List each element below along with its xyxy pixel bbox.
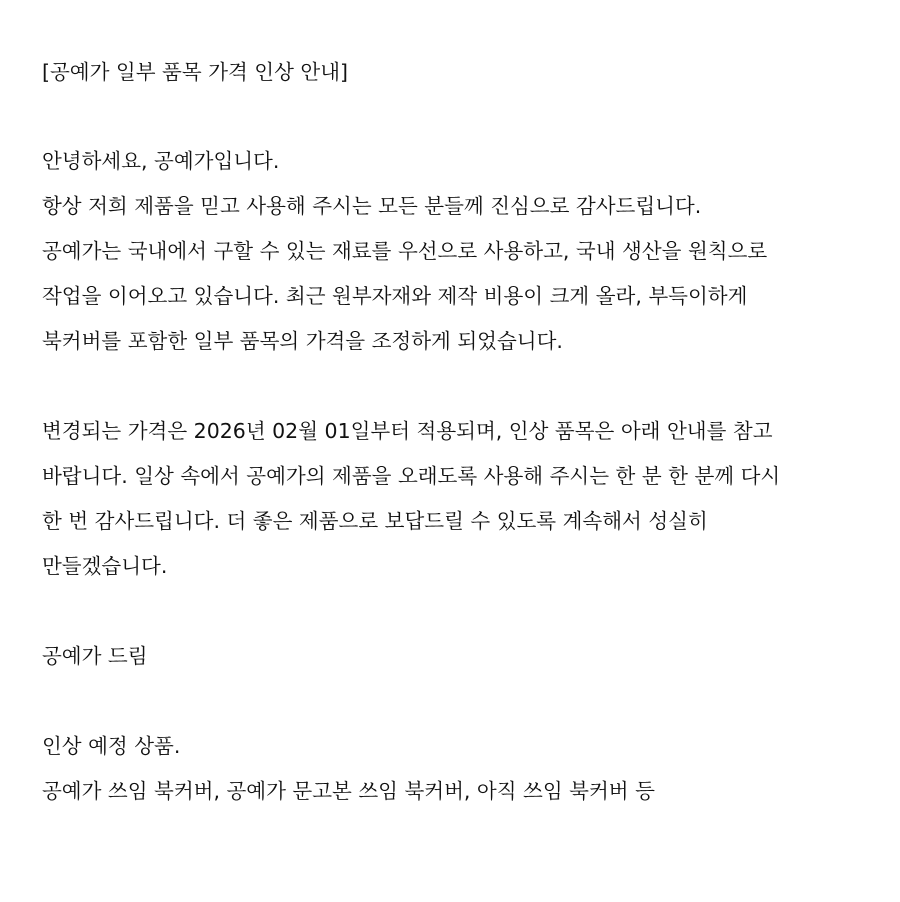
paragraph-1-line-1: 항상 저희 제품을 믿고 사용해 주시는 모든 분들께 진심으로 감사드립니다. bbox=[42, 194, 702, 218]
greeting: 안녕하세요, 공예가입니다. bbox=[42, 149, 280, 173]
paragraph-1-line-4: 북커버를 포함한 일부 품목의 가격을 조정하게 되었습니다. bbox=[42, 329, 563, 353]
items-heading: 인상 예정 상품. bbox=[42, 734, 181, 758]
signature: 공예가 드림 bbox=[42, 644, 148, 668]
paragraph-1-line-3: 작업을 이어오고 있습니다. 최근 원부자재와 제작 비용이 크게 올라, 부득이하게 bbox=[42, 284, 748, 308]
paragraph-2-line-2: 바랍니다. 일상 속에서 공예가의 제품을 오래도록 사용해 주시는 한 분 한 분께 다시 bbox=[42, 464, 781, 488]
paragraph-1-line-2: 공예가는 국내에서 구할 수 있는 재료를 우선으로 사용하고, 국내 생산을 원칙으로 bbox=[42, 239, 768, 263]
paragraph-2-line-4: 만들겠습니다. bbox=[42, 554, 168, 578]
paragraph-2-line-3: 한 번 감사드립니다. 더 좋은 제품으로 보답드릴 수 있도록 계속해서 성실히 bbox=[42, 509, 708, 533]
paragraph-2-line-1: 변경되는 가격은 2026년 02월 01일부터 적용되며, 인상 품목은 아래 안내를 참고 bbox=[42, 419, 773, 443]
items-list: 공예가 쓰임 북커버, 공예가 문고본 쓰임 북커버, 아직 쓰임 북커버 등 bbox=[42, 779, 655, 803]
notice-title: [공예가 일부 품목 가격 인상 안내] bbox=[42, 60, 349, 84]
